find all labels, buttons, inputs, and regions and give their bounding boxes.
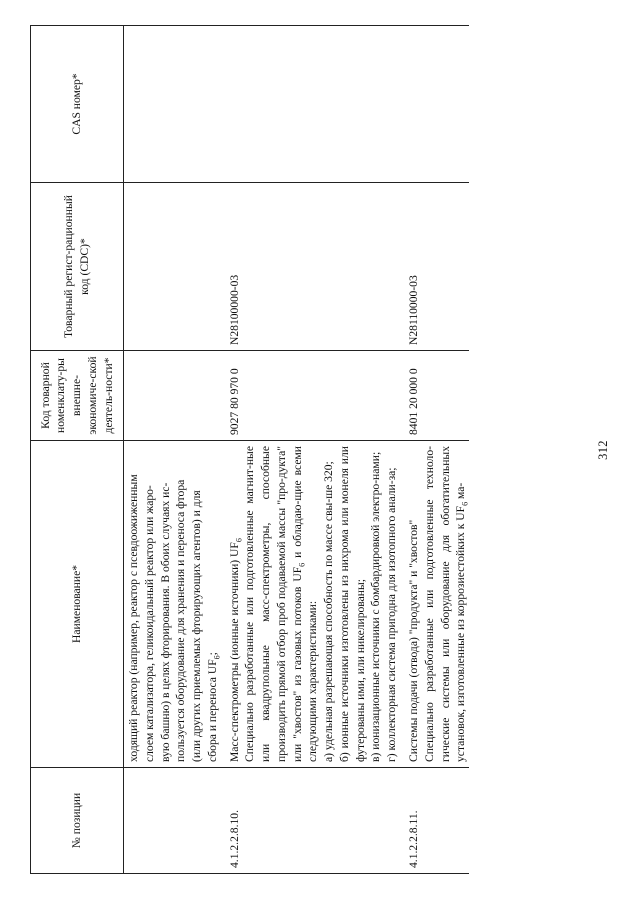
subscript-six: 6: [212, 655, 222, 660]
subscript-six: 6: [296, 562, 306, 567]
cell-cas: [124, 26, 223, 183]
name-line: (или других приемлемых фторирующих агентов) и для: [190, 490, 204, 762]
name-line: пользуется оборудование для хранения и переноса фтора: [174, 479, 188, 762]
title-text: Масс-спектрометры (ионные источники) UF: [227, 542, 241, 762]
header-name: Наименование*: [31, 441, 124, 768]
header-cas: CAS номер*: [31, 26, 124, 183]
code-value: 8401 20 000 0: [407, 368, 421, 435]
name-line: слоем катализатора, геликоидальный реактор или жаро-: [142, 485, 156, 762]
name-line: [205, 446, 221, 762]
body-text: Специально разработанные или подготовленные магнит-ные или квадрупольные масс-спектрометры, способные производить прямой отбор проб подаваемой массы "про-дукта" или "хвостов" из газовых потоков UF: [243, 446, 304, 762]
cell-cdc: [124, 183, 223, 351]
list-item: б) ионные источники изготовлены из нихрома или монеля или футерованы ими, или никелированы;: [337, 446, 367, 762]
table-row: [223, 26, 402, 874]
cell-name: [124, 441, 223, 768]
cell-cdc: [402, 183, 469, 351]
name-text: сбора и переноса UF: [205, 659, 219, 762]
body-text: Специально разработанные или подготовленные техноло-гические системы или оборудование для обогатительных установок, изготовленные из коррозиестойких к UF: [422, 446, 468, 762]
name-text: ;: [205, 652, 219, 656]
cell-code: [223, 351, 402, 441]
code-value: 9027 80 970 0: [227, 368, 241, 435]
subscript-six: 6: [233, 538, 243, 543]
header-position: № позиции: [31, 768, 124, 874]
cell-cas: [223, 26, 402, 183]
body-text: ма-: [454, 482, 468, 502]
body-text: и обладаю-щие всеми следующими характеристиками:: [290, 445, 320, 762]
header-cdc: Товарный регист-рационный код (CDC)*: [31, 183, 124, 351]
cell-position: [124, 768, 223, 874]
page-number: 312: [596, 440, 610, 460]
name-line: ходящий реактор (например, реактор с псевдоожиженным: [127, 474, 140, 762]
cell-name: [223, 441, 402, 768]
table-header-row: [31, 26, 124, 874]
item-title: Системы подачи (отвода) "продукта" и "хвостов": [407, 519, 421, 762]
subscript-six: 6: [460, 501, 470, 506]
goods-table: [30, 25, 469, 874]
list-item: в) ионизационные источники с бомбардировкой электро-нами;: [369, 451, 383, 762]
cell-cas: [402, 26, 469, 183]
item-body: [242, 446, 321, 762]
name-line: вую башню) в целях фторирования. В обоих случаях ис-: [158, 482, 172, 762]
cdc-value: N28110000-03: [407, 275, 421, 345]
header-code: Код товарной номенклату-ры внешне-экономиче-ской деятель-ности*: [31, 351, 124, 441]
cell-position: 4.1.2.2.8.11.: [402, 768, 469, 874]
cell-cdc: [223, 183, 402, 351]
cell-name: [402, 441, 469, 768]
cell-code: [402, 351, 469, 441]
list-item: а) удельная разрешающая способность по массе свы-ше 320;: [322, 461, 336, 762]
cdc-value: N28100000-03: [227, 274, 241, 345]
cell-position: 4.1.2.2.8.10.: [223, 768, 402, 874]
table-row: [402, 26, 469, 874]
item-title: [227, 446, 243, 762]
table-row: [124, 26, 223, 874]
item-body: [422, 446, 469, 762]
list-item: г) коллекторная система пригодна для изотопного анали-за;: [385, 467, 399, 762]
cell-code: [124, 351, 223, 441]
